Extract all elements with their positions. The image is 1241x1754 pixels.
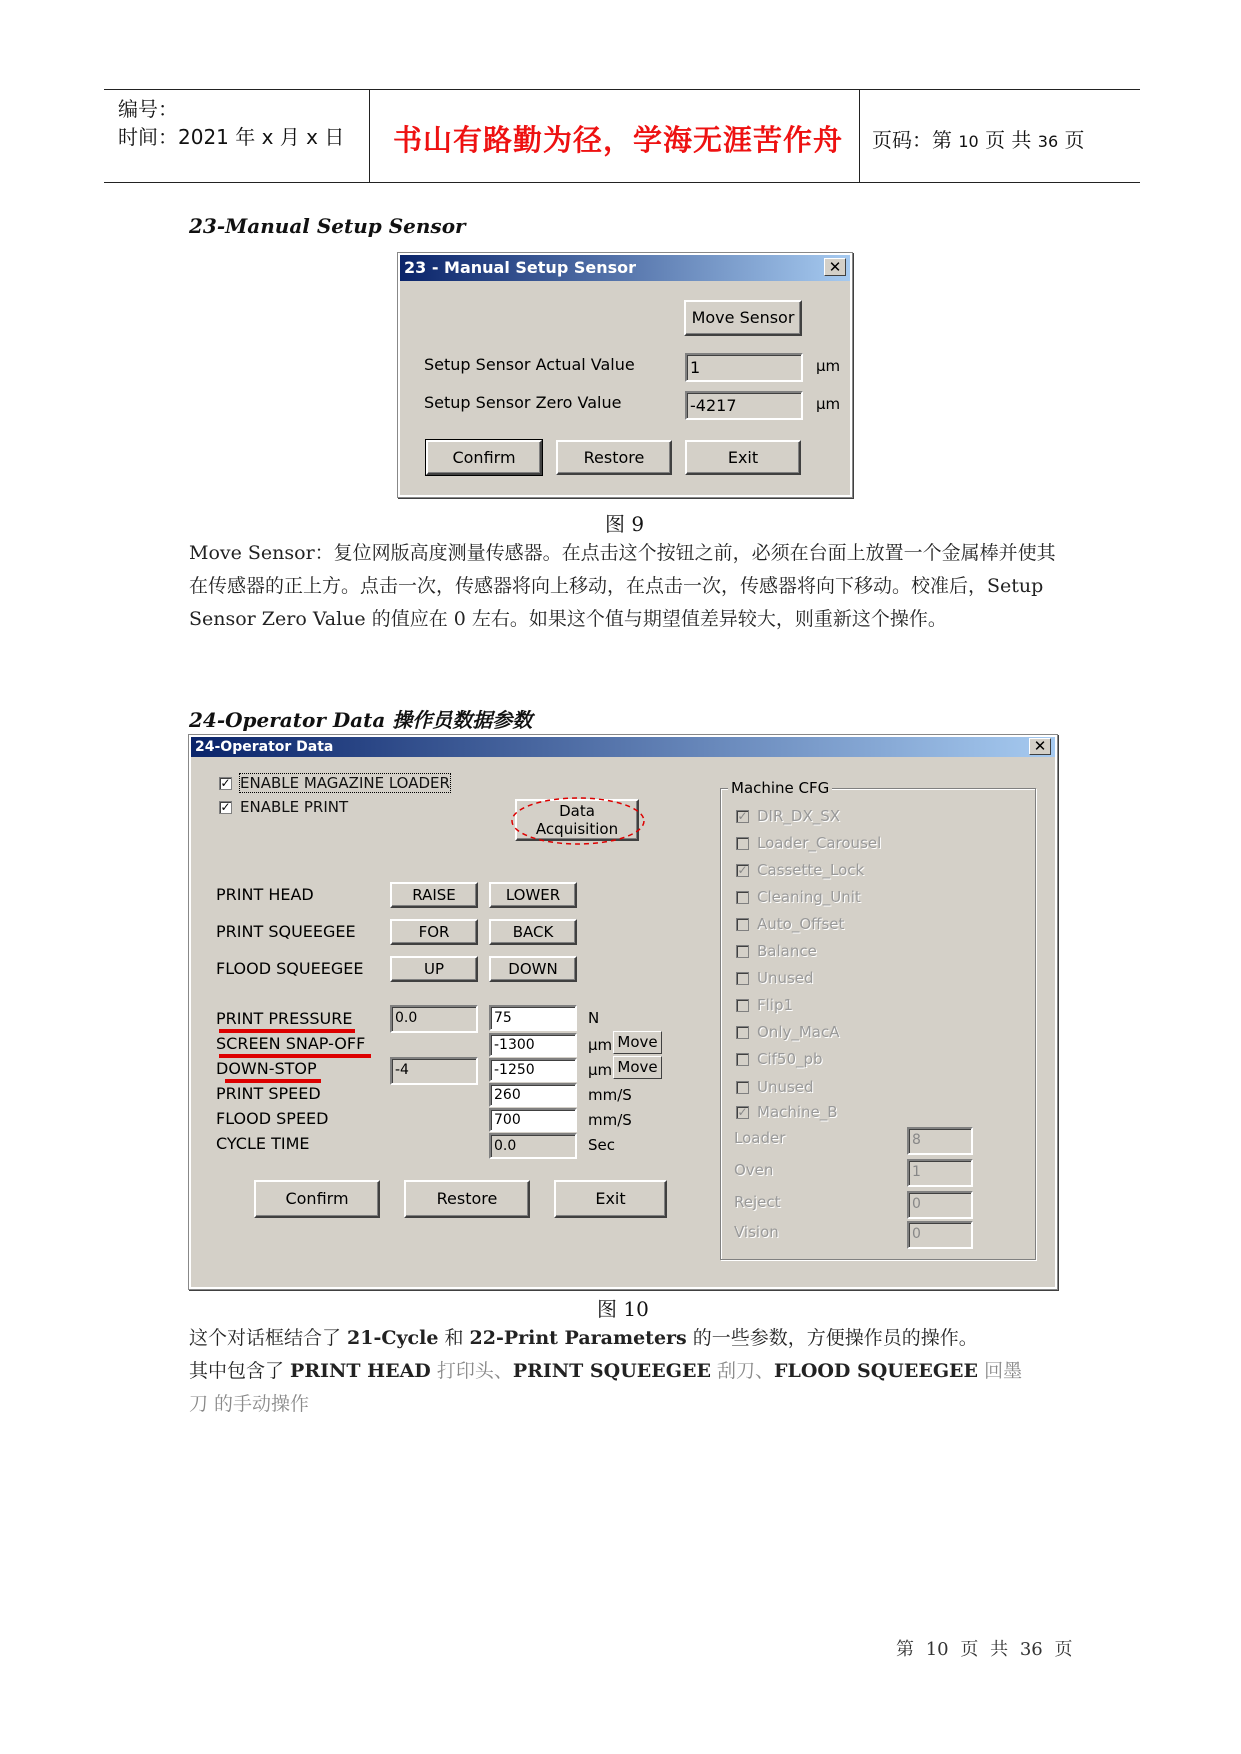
machine-cfg-item: Only_MacA xyxy=(757,1023,840,1041)
oven-field: 1 xyxy=(907,1159,973,1187)
machine-cfg-title: Machine CFG xyxy=(728,779,832,797)
machine-cfg-item: Cleaning_Unit xyxy=(757,888,861,906)
screen-snap-off-underline xyxy=(219,1054,371,1058)
section23-heading: 23-Manual Setup Sensor xyxy=(189,214,466,238)
down-stop-unit: µm xyxy=(588,1061,613,1079)
print-speed-unit: mm/S xyxy=(588,1086,632,1104)
restore-button[interactable]: Restore xyxy=(404,1180,530,1218)
down-stop-actual: -4 xyxy=(390,1057,478,1085)
print-squeegee-label: PRINT SQUEEGEE xyxy=(216,922,356,941)
up-button[interactable]: UP xyxy=(390,956,478,982)
exit-button[interactable]: Exit xyxy=(685,440,801,475)
machine-cfg-checkbox[interactable]: ✓ xyxy=(737,1105,748,1119)
screen-snap-off-input[interactable]: -1300 xyxy=(489,1033,577,1057)
header-motto: 书山有路勤为径，学海无涯苦作舟 xyxy=(393,123,844,157)
machine-cfg-item: Flip1 xyxy=(757,996,794,1014)
vision-label: Vision xyxy=(734,1223,779,1241)
header-page-prefix: 页码：第 xyxy=(872,128,952,152)
machine-cfg-item: Cif50_pb xyxy=(757,1050,823,1068)
screen-snap-off-move-button[interactable]: Move xyxy=(613,1031,662,1054)
header-top-rule xyxy=(104,89,1140,90)
machine-cfg-item: Machine_B xyxy=(757,1103,838,1121)
machine-cfg-checkbox[interactable] xyxy=(736,891,749,904)
text-run-bold: PRINT HEAD xyxy=(290,1360,431,1382)
enable-magazine-checkbox[interactable]: ✓ xyxy=(220,776,231,790)
dialog-title-bar xyxy=(400,255,850,281)
vision-field: 0 xyxy=(907,1221,973,1249)
flood-speed-input[interactable]: 700 xyxy=(489,1108,577,1132)
header-number-label: 编号： xyxy=(118,97,178,121)
text-run: 回墨 xyxy=(978,1360,1023,1382)
text-run: 刮刀、 xyxy=(710,1360,774,1382)
exit-button[interactable]: Exit xyxy=(554,1180,667,1218)
machine-cfg-item: Unused xyxy=(757,969,814,987)
machine-cfg-checkbox[interactable] xyxy=(736,1081,749,1094)
footer-total: 36 xyxy=(1019,1639,1043,1660)
back-button[interactable]: BACK xyxy=(489,919,577,945)
machine-cfg-checkbox[interactable] xyxy=(736,837,749,850)
machine-cfg-checkbox[interactable]: ✓ xyxy=(737,809,748,823)
footer-page-number xyxy=(896,1635,1072,1661)
confirm-button[interactable]: Confirm xyxy=(254,1180,380,1218)
move-sensor-button[interactable]: Move Sensor xyxy=(684,300,802,336)
print-speed-label: PRINT SPEED xyxy=(216,1084,321,1103)
machine-cfg-checkbox[interactable] xyxy=(736,918,749,931)
dialog-title: 24-Operator Data xyxy=(195,739,334,755)
paragraph-line2 xyxy=(189,1355,1089,1388)
machine-cfg-item: Cassette_Lock xyxy=(757,861,865,879)
screen-snap-off-label: SCREEN SNAP-OFF xyxy=(216,1034,366,1053)
confirm-button[interactable]: Confirm xyxy=(426,440,542,475)
header-page-suffix: 页 xyxy=(1064,128,1085,152)
for-button[interactable]: FOR xyxy=(390,919,478,945)
machine-cfg-checkbox[interactable]: ✓ xyxy=(737,863,748,877)
footer-mid: 页 共 xyxy=(960,1639,1009,1660)
section24-heading: 24-Operator Data 操作员数据参数 xyxy=(189,708,533,732)
text-run-bold: 21-Cycle xyxy=(347,1327,439,1349)
figure10-caption: 图 10 xyxy=(597,1297,649,1321)
cycle-time-label: CYCLE TIME xyxy=(216,1134,310,1153)
down-stop-underline xyxy=(225,1079,321,1083)
enable-print-label: ENABLE PRINT xyxy=(240,798,349,816)
enable-magazine-label: ENABLE MAGAZINE LOADER xyxy=(240,774,450,792)
text-run: 的一些参数，方便操作员的操作。 xyxy=(686,1327,978,1349)
close-icon[interactable]: ✕ xyxy=(824,258,846,276)
text-run: 刀 的手动操作 xyxy=(189,1393,310,1415)
paragraph-line1 xyxy=(189,1322,1089,1355)
machine-cfg-item: Unused xyxy=(757,1078,814,1096)
down-stop-input[interactable]: -1250 xyxy=(489,1058,577,1082)
header-bottom-rule xyxy=(104,182,1140,183)
footer-suffix: 页 xyxy=(1054,1639,1073,1660)
zero-unit: µm xyxy=(816,395,841,413)
text-run: 和 xyxy=(438,1327,470,1349)
down-stop-label: DOWN-STOP xyxy=(216,1059,317,1078)
manual-setup-sensor-dialog xyxy=(398,253,852,497)
header-divider-right xyxy=(859,89,860,182)
reject-label: Reject xyxy=(734,1193,781,1211)
oven-label: Oven xyxy=(734,1161,774,1179)
dialog-title-bar xyxy=(191,737,1055,757)
actual-unit: µm xyxy=(816,357,841,375)
footer-prefix: 第 xyxy=(896,1639,914,1660)
lower-button[interactable]: LOWER xyxy=(489,882,577,908)
machine-cfg-item: Balance xyxy=(757,942,817,960)
actual-value-label: Setup Sensor Actual Value xyxy=(424,355,635,374)
print-pressure-input[interactable]: 75 xyxy=(489,1005,577,1031)
screen-snap-off-unit: µm xyxy=(588,1036,613,1054)
header-page-current: 10 xyxy=(958,132,979,151)
machine-cfg-checkbox[interactable] xyxy=(736,1026,749,1039)
print-speed-input[interactable]: 260 xyxy=(489,1083,577,1107)
loader-field: 8 xyxy=(907,1127,973,1155)
text-run-bold: PRINT SQUEEGEE xyxy=(512,1360,711,1382)
enable-print-checkbox[interactable]: ✓ xyxy=(220,800,231,814)
machine-cfg-item: Loader_Carousel xyxy=(757,834,882,852)
flood-speed-unit: mm/S xyxy=(588,1111,632,1129)
header-time-label: 时间：2021 年 x 月 x 日 xyxy=(118,125,345,149)
text-run: 这个对话框结合了 xyxy=(189,1327,348,1349)
down-stop-move-button[interactable]: Move xyxy=(613,1056,662,1079)
zero-value-label: Setup Sensor Zero Value xyxy=(424,393,622,412)
flood-speed-label: FLOOD SPEED xyxy=(216,1109,329,1128)
text-run-bold: FLOOD SQUEEGEE xyxy=(773,1360,979,1382)
figure9-caption: 图 9 xyxy=(605,512,645,536)
print-head-label: PRINT HEAD xyxy=(216,885,314,904)
header-page-total: 36 xyxy=(1037,132,1059,151)
data-acquisition-line2: Acquisition xyxy=(535,820,619,838)
machine-cfg-item: DIR_DX_SX xyxy=(757,807,841,825)
section24-paragraph xyxy=(189,1322,1089,1421)
print-pressure-unit: N xyxy=(588,1009,600,1027)
actual-value-field: 1 xyxy=(685,353,803,382)
red-dashed-ellipse xyxy=(509,795,647,847)
print-pressure-label: PRINT PRESSURE xyxy=(216,1009,353,1028)
text-run: 其中包含了 xyxy=(189,1360,291,1382)
machine-cfg-checkbox[interactable] xyxy=(736,972,749,985)
cycle-time-value: 0.0 xyxy=(489,1133,577,1159)
section23-paragraph: Move Sensor：复位网版高度测量传感器。在点击这个按钮之前，必须在台面上放置一个金属棒并使其在传感器的正上方。点击一次，传感器将向上移动，在点击一次，传感器将向下移动。校准后，Setup Sensor Zero Value 的值应在 0 左右。如果这个值与期望值差异较大，则重新这个操作。 xyxy=(189,542,1056,630)
loader-label: Loader xyxy=(734,1129,786,1147)
dialog-title: 23 - Manual Setup Sensor xyxy=(404,258,637,277)
header-divider-left xyxy=(369,89,370,182)
machine-cfg-checkbox[interactable] xyxy=(736,1053,749,1066)
header-page-info xyxy=(872,124,1085,153)
cycle-time-unit: Sec xyxy=(588,1136,615,1154)
header-page-mid: 页 共 xyxy=(985,128,1032,152)
machine-cfg-checkbox[interactable] xyxy=(736,945,749,958)
data-acquisition-line1: Data xyxy=(559,802,595,820)
footer-current: 10 xyxy=(925,1639,949,1660)
operator-data-dialog xyxy=(189,735,1057,1289)
zero-value-field: -4217 xyxy=(685,391,803,420)
text-run: 打印头、 xyxy=(430,1360,513,1382)
machine-cfg-item: Auto_Offset xyxy=(757,915,845,933)
down-button[interactable]: DOWN xyxy=(489,956,577,982)
close-icon[interactable]: ✕ xyxy=(1029,738,1051,755)
print-pressure-actual: 0.0 xyxy=(390,1005,478,1033)
reject-field: 0 xyxy=(907,1191,973,1219)
raise-button[interactable]: RAISE xyxy=(390,882,478,908)
text-run-bold: 22-Print Parameters xyxy=(469,1327,687,1349)
paragraph-line3 xyxy=(189,1388,1089,1421)
machine-cfg-checkbox[interactable] xyxy=(736,999,749,1012)
flood-squeegee-label: FLOOD SQUEEGEE xyxy=(216,959,364,978)
print-pressure-underline xyxy=(219,1029,355,1033)
restore-button[interactable]: Restore xyxy=(556,440,672,475)
